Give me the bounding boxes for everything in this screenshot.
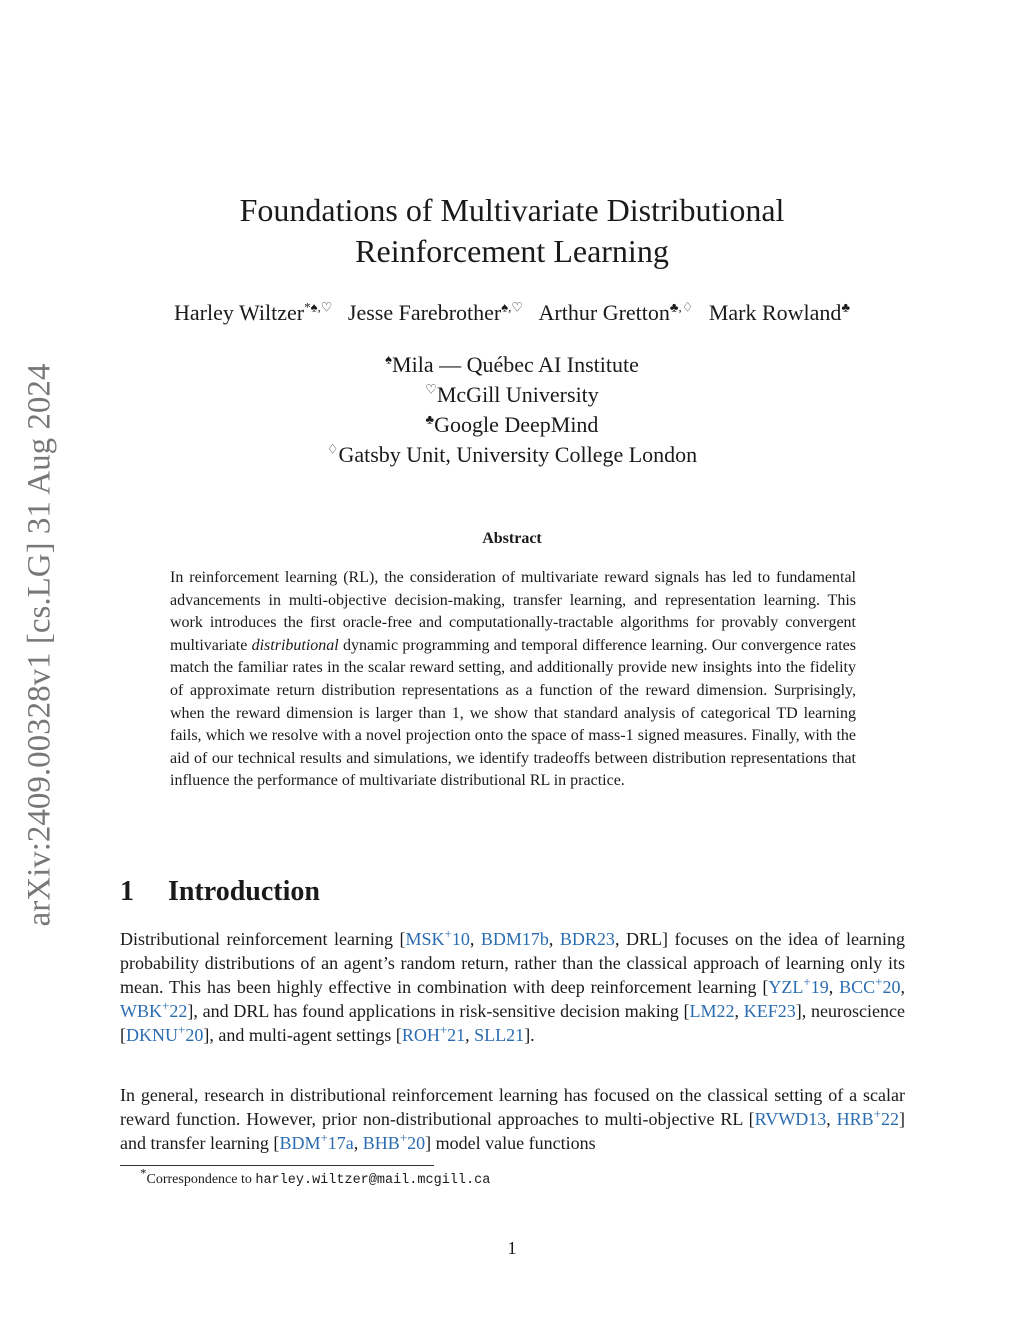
footnote-divider — [120, 1165, 434, 1166]
paper-title — [150, 190, 874, 272]
author: Mark Rowland♣ — [708, 299, 850, 325]
affiliation: ♣Google DeepMind — [425, 411, 599, 437]
author: Jesse Farebrother♠,♡ — [347, 299, 524, 325]
citation-link[interactable]: MSK+10 — [405, 926, 470, 949]
author: Arthur Gretton♣,♢ — [538, 299, 694, 325]
affiliation-list — [250, 350, 774, 470]
citation-link[interactable]: RVWD13 — [754, 1109, 827, 1129]
emphasis: distributional — [251, 636, 339, 654]
citation-link[interactable]: HRB+22 — [836, 1106, 900, 1129]
citation-link[interactable]: WBK+22 — [120, 998, 188, 1021]
author: Harley Wiltzer*♠,♡ — [174, 299, 333, 325]
citation-link[interactable]: YZL+19 — [768, 974, 829, 997]
title-line: Reinforcement Learning — [355, 233, 669, 269]
section-heading — [120, 876, 620, 908]
citation-link[interactable]: BDM17b — [480, 929, 549, 949]
citation-link[interactable]: DKNU+20 — [126, 1022, 204, 1045]
author-list — [100, 300, 924, 326]
citation-link[interactable]: SLL21 — [474, 1025, 525, 1045]
page-number: 1 — [507, 1238, 517, 1258]
title-line: Foundations of Multivariate Distributional — [239, 192, 785, 228]
citation-link[interactable]: BDM+17a — [279, 1130, 354, 1153]
citation-link[interactable]: ROH+21 — [401, 1022, 466, 1045]
affiliation: ♢Gatsby Unit, University College London — [326, 441, 698, 467]
correspondence-email[interactable]: harley.wiltzer@mail.mcgill.ca — [255, 1173, 491, 1188]
affiliation: ♡McGill University — [425, 381, 599, 407]
citation-link[interactable]: BDR23 — [559, 929, 615, 949]
affiliation: ♠Mila — Québec AI Institute — [385, 351, 639, 377]
section-title: Introduction — [168, 876, 320, 907]
arxiv-identifier-sidebar — [10, 350, 70, 940]
abstract-text: In reinforcement learning (RL), the consideration of multivariate reward signals has led to fundamental advancements in multi-objective decision-making, transfer learning, and representation learning. This work introduces the first oracle-free and computationally-tractable algorithms for provably convergent multivariate distributional dynamic programming and temporal difference learning. Our convergence rates match the familiar rates in the scalar reward setting, and additionally provide new insights into the fidelity of approximate return distribution representations as a function of the reward dimension. Surprisingly, when the reward dimension is larger than 1, we show that standard analysis of categorical TD learning fails, which we resolve with a novel projection onto the space of mass-1 signed measures. Finally, with the aid of our technical results and simulations, we identify tradeoffs between distribution representations that influence the performance of multivariate distributional RL in practice. — [170, 569, 856, 790]
citation-link[interactable]: BHB+20 — [362, 1130, 426, 1153]
citation-link[interactable]: LM22 — [689, 1001, 735, 1021]
body-paragraph: In general, research in distributional reinforcement learning has focused on the classical setting of a scalar reward function. However, prior non-distributional approaches to multi-objective RL [RVWD13, HRB+22] and transfer learning [BDM+17a, BHB+20] model value functions — [120, 1085, 906, 1153]
citation-link[interactable]: BCC+20 — [839, 974, 901, 997]
footnote: *Correspondence to harley.wiltzer@mail.mcgill.ca — [140, 1165, 491, 1188]
abstract-heading: Abstract — [482, 530, 542, 547]
body-paragraph: Distributional reinforcement learning [MSK+10, BDM17b, BDR23, DRL] focuses on the idea of learning probability distributions of an agent’s random return, rather than the classical approach of learning only its mean. This has been highly effective in combination with deep reinforcement learning [YZL+19, BCC+20, WBK+22], and DRL has found applications in risk-sensitive decision making [LM22, KEF23], neuroscience [DKNU+20], and multi-agent settings [ROH+21, SLL21]. — [120, 926, 906, 1045]
arxiv-identifier-text: arXiv:2409.00328v1 [cs.LG] 31 Aug 2024 — [21, 363, 58, 927]
citation-link[interactable]: KEF23 — [743, 1001, 796, 1021]
section-number: 1 — [120, 876, 134, 907]
